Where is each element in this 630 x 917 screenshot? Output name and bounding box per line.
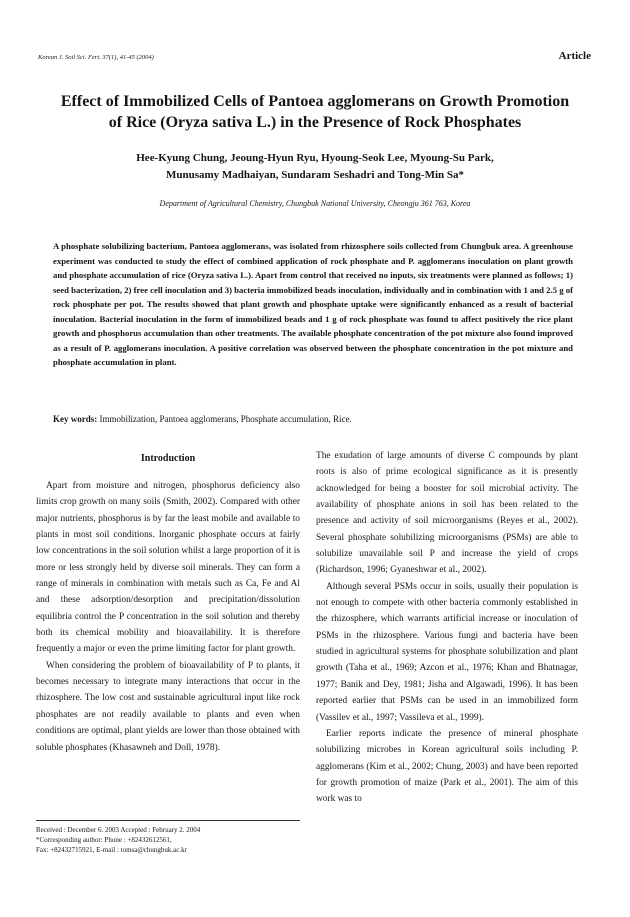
footnote-received: Received : December 6. 2003 Accepted : February 2. 2004 (36, 826, 201, 834)
intro-paragraph-2: When considering the problem of bioavailability of P to plants, it becomes necessary to integrate many interactions that occur in the rhizosphere. The low cost and sustainable agricultural input like rock phosphates are not readily available to plants and even when conditions are optimal, plant yields are lower than those obtained with soluble phosphates (Khasawneh and Doll, 1978). (36, 660, 300, 753)
intro-paragraph-5: Earlier reports indicate the presence of mineral phosphate solubilizing microbes in Korean agricultural soils including P. agglomerans (Kim et al., 2002; Chung, 2003) and have been reported for growth promotion of maize (Park et al., 2001). The aim of this work was to (316, 728, 578, 805)
footnote-contact: Fax: +82432715921, E-mail : tomsa@chungbuk.ac.kr (36, 846, 187, 854)
footnote-corresponding: *Corresponding author: Phone : +82432612561, (36, 836, 172, 844)
section-heading-introduction: Introduction (140, 453, 196, 464)
journal-citation: Korean J. Soil Sci. Fert. 37(1), 41-45 (2004) (38, 54, 154, 61)
right-column (316, 448, 578, 808)
keywords-label: Key words: (53, 414, 98, 424)
footnote (36, 820, 300, 855)
title-line-2: of Rice (Oryza sativa L.) in the Presence of Rock Phosphates (108, 114, 522, 131)
affiliation: Department of Agricultural Chemistry, Chungbuk National University, Cheongju 361 763, Korea (159, 199, 471, 208)
authors-line-2: Munusamy Madhaiyan, Sundaram Seshadri and Tong-Min Sa* (165, 169, 464, 181)
title-line-1: Effect of Immobilized Cells of Pantoea agglomerans on Growth Promotion (60, 93, 570, 110)
keywords-text: Immobilization, Pantoea agglomerans, Phosphate accumulation, Rice. (99, 414, 352, 424)
left-column (36, 451, 300, 756)
intro-paragraph-3: The exudation of large amounts of diverse C compounds by plant roots is also of prime ecological significance as it is presently acknowledged for being a booster for soil microbial activity. The availability of phosphate anions in soil has been related to the presence and activity of soil microorganisms (Reyes et al., 2002). Several phosphate solubilizing microorganisms (PSMs) are able to solubilize unavailable soil P and increase the yield of crops (Richardson, 1996; Gyaneshwar et al., 2002). (316, 451, 578, 576)
intro-paragraph-4: Although several PSMs occur in soils, usually their population is not enough to compete with other bacteria commonly established in the rhizosphere, which warrants artificial increase or inoculation of PSMs in the rhizosphere. Various fungi and bacteria have been studied in agricultural systems for phosphate solubilization and plant growth (Taha et al., 1969; Azcon et al., 1976; Khan and Bhatnagar, 1977; Banik and Dey, 1981; Jisha and Algawadi, 1996). It has been reported earlier that PSMs can be used in an immobilized form (Vassilev et al., 1997; Vassileva et al., 1999). (316, 581, 578, 723)
author-list (40, 150, 590, 184)
paper-title (30, 91, 600, 133)
intro-paragraph-1: Apart from moisture and nitrogen, phosphorus deficiency also limits crop growth on many soils (Smith, 2002). Compared with other major nutrients, phosphorus is by far the least mobile and available to plants in most soil conditions. Inorganic phosphate occurs at fairly low concentrations in the soil solution whilst a large proportion of it is more or less strongly held by diverse soil minerals. They can form a range of minerals in combination with metals such as Ca, Fe and Al and these adsorption/desorption and precipitation/dissolution equilibria control the P concentration in the soil solution and thereby both its chemical mobility and bioavailability. It is therefore frequently a major or even the prime limiting factor for plant growth. (36, 481, 300, 655)
article-type-label: Article (558, 50, 591, 62)
keywords (53, 412, 573, 426)
abstract: A phosphate solubilizing bacterium, Pantoea agglomerans, was isolated from rhizosphere soils collected from Chungbuk area. A greenhouse experiment was conducted to study the effect of combined application of rock phosphate and P. agglomerans inoculation on plant growth and phosphate accumulation of rice (Oryza sativa L.). Apart from control that received no inputs, six treatments were planned as follows; 1) seed bacterization, 2) free cell inoculation and 3) bacteria immobilized beads inoculation, individually and in combination with 1 and 2.5 g of rock phosphate per pot. The results showed that plant growth and phosphate uptake were significantly enhanced as a result of bacterial inoculation. Bacterial inoculation in the form of immobilized beads and 1 g of rock phosphate was found to affect positively the rice plant growth and phosphorus accumulation than other treatments. The available phosphate concentration of the pot mixture also found improved as a result of P. agglomerans inoculation. A positive correlation was observed between the phosphate concentration in the pot mixture and phosphate accumulation in plant. (53, 241, 573, 367)
authors-line-1: Hee-Kyung Chung, Jeoung-Hyun Ryu, Hyoung-Seok Lee, Myoung-Su Park, (136, 152, 494, 164)
